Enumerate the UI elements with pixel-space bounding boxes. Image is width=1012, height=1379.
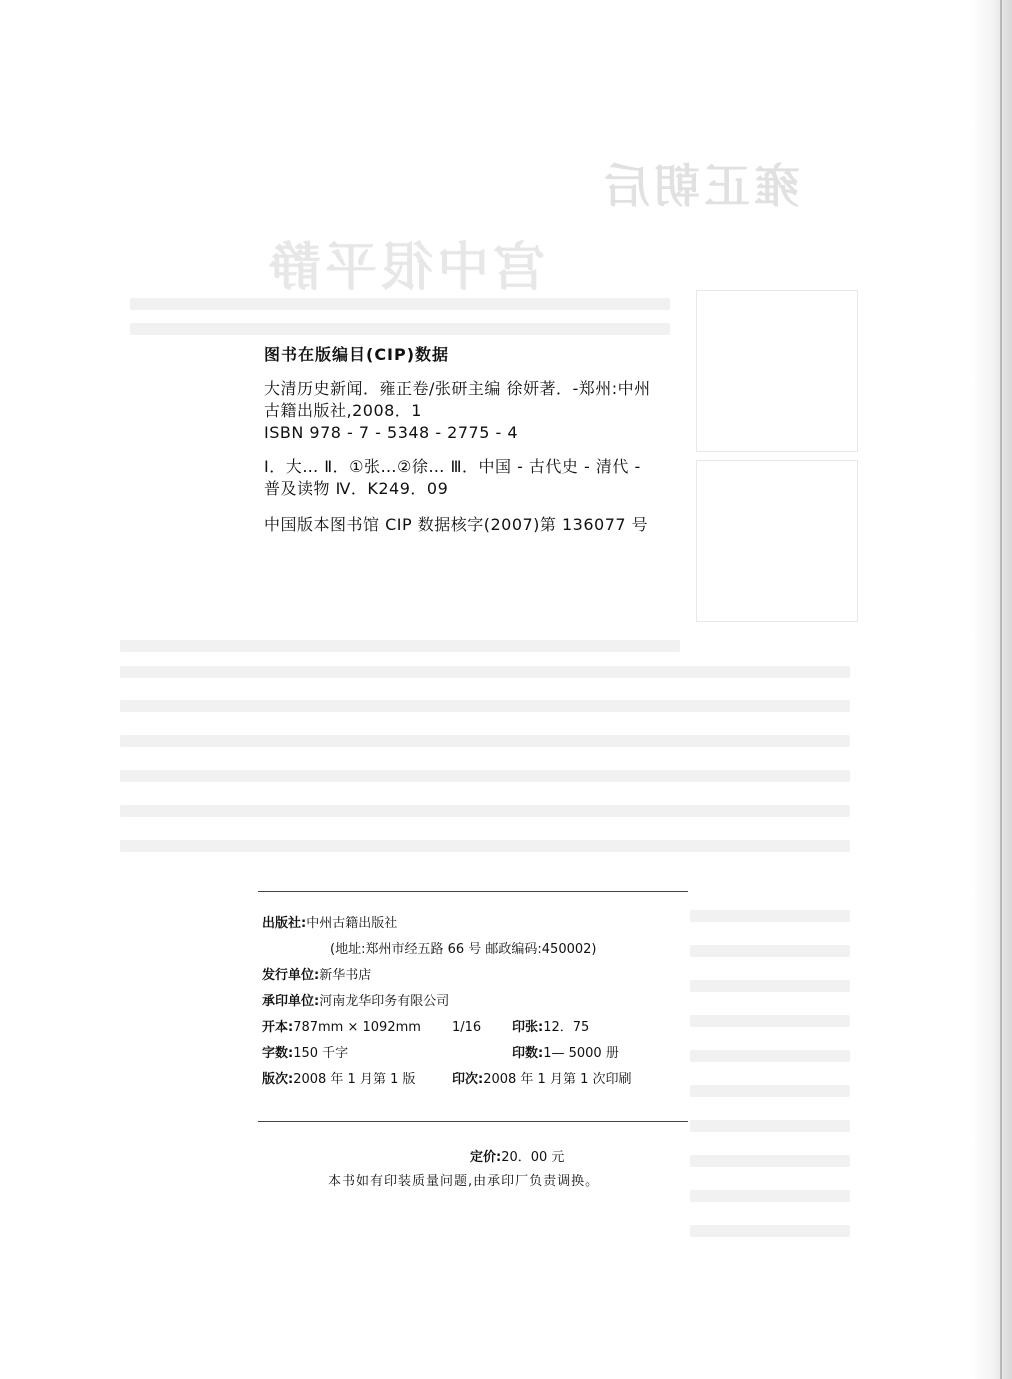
- format-row: [262, 1015, 692, 1041]
- impression-value: 2008 年 1 月第 1 次印刷: [483, 1072, 632, 1087]
- printer-row: [262, 989, 692, 1015]
- format-value: 787mm × 1092mm: [293, 1020, 421, 1035]
- impression-field: [452, 1067, 632, 1093]
- distributor-value: 新华书店: [319, 968, 372, 983]
- print-run-label: 印数:: [512, 1046, 544, 1061]
- scan-shadow-edge: [972, 0, 1012, 1379]
- cip-spacer: [258, 444, 758, 456]
- distributor-label: 发行单位:: [262, 968, 320, 983]
- show-through-line: [690, 1015, 850, 1027]
- show-through-line: [690, 945, 850, 957]
- print-run-value: 1— 5000 册: [543, 1046, 619, 1061]
- cip-data-block: [258, 342, 758, 535]
- publisher-row: [262, 911, 692, 937]
- show-through-line: [690, 980, 850, 992]
- sheets-value: 12．75: [543, 1020, 590, 1035]
- publisher-label: 出版社:: [262, 916, 307, 931]
- edition-label: 版次:: [262, 1072, 294, 1087]
- show-through-line: [120, 735, 850, 747]
- printer-value: 河南龙华印务有限公司: [319, 994, 450, 1009]
- show-through-line: [690, 910, 850, 922]
- cip-classification-line: 普及读物 Ⅳ．K249．09: [264, 479, 449, 498]
- sheets-field: [512, 1015, 589, 1041]
- show-through-line: [690, 1085, 850, 1097]
- show-through-line: [120, 700, 850, 712]
- publisher-value: 中州古籍出版社: [306, 916, 398, 931]
- show-through-line: [690, 1120, 850, 1132]
- price-label: 定价:: [470, 1150, 502, 1165]
- words-label: 字数:: [262, 1046, 294, 1061]
- show-through-line: [690, 1155, 850, 1167]
- price-value: 20．00 元: [501, 1150, 565, 1165]
- cip-record-number: 中国版本图书馆 CIP 数据核字(2007)第 136077 号: [264, 515, 649, 534]
- edition-value: 2008 年 1 月第 1 版: [293, 1072, 416, 1087]
- quality-notice: 本书如有印装质量问题,由承印厂负责调换。: [328, 1174, 600, 1189]
- show-through-line: [120, 770, 850, 782]
- words-row: [262, 1041, 692, 1067]
- show-through-line: [690, 1225, 850, 1237]
- distributor-row: [262, 963, 692, 989]
- cip-bibliographic-line: 古籍出版社,2008．1: [264, 401, 422, 420]
- format-fraction: 1/16: [452, 1020, 482, 1035]
- show-through-line: [120, 666, 850, 678]
- price-line: [470, 1146, 564, 1165]
- cip-title: 图书在版编目(CIP)数据: [264, 345, 450, 364]
- show-through-line: [130, 298, 670, 310]
- show-through-line: [130, 323, 670, 335]
- publisher-address: (地址:郑州市经五路 66 号 邮政编码:450002): [330, 942, 597, 957]
- show-through-line: [120, 840, 850, 852]
- cip-bibliographic-line: 大清历史新闻．雍正卷/张研主编 徐妍著．-郑州:中州: [264, 379, 651, 398]
- impression-label: 印次:: [452, 1072, 484, 1087]
- divider-bottom: [258, 1121, 688, 1122]
- sheets-label: 印张:: [512, 1020, 544, 1035]
- divider-top: [258, 891, 688, 892]
- address-row: [262, 937, 692, 963]
- scan-edge-line: [1000, 0, 1002, 1379]
- show-through-line: [120, 640, 680, 652]
- show-through-line: [690, 1190, 850, 1202]
- edition-row: [262, 1067, 692, 1093]
- print-run-field: [512, 1041, 619, 1067]
- show-through-line: [690, 1050, 850, 1062]
- printer-label: 承印单位:: [262, 994, 320, 1009]
- words-value: 150 千字: [293, 1046, 349, 1061]
- show-through-heading: 宫中很平静: [265, 237, 546, 298]
- cip-classification-line: Ⅰ．大… Ⅱ．①张…②徐… Ⅲ．中国 - 古代史 - 清代 -: [264, 457, 641, 476]
- imprint-block: [262, 911, 692, 1093]
- show-through-line: [120, 805, 850, 817]
- show-through-heading: 雍正朝后: [600, 159, 800, 213]
- format-label: 开本:: [262, 1020, 294, 1035]
- cip-isbn: ISBN 978 - 7 - 5348 - 2775 - 4: [264, 423, 519, 442]
